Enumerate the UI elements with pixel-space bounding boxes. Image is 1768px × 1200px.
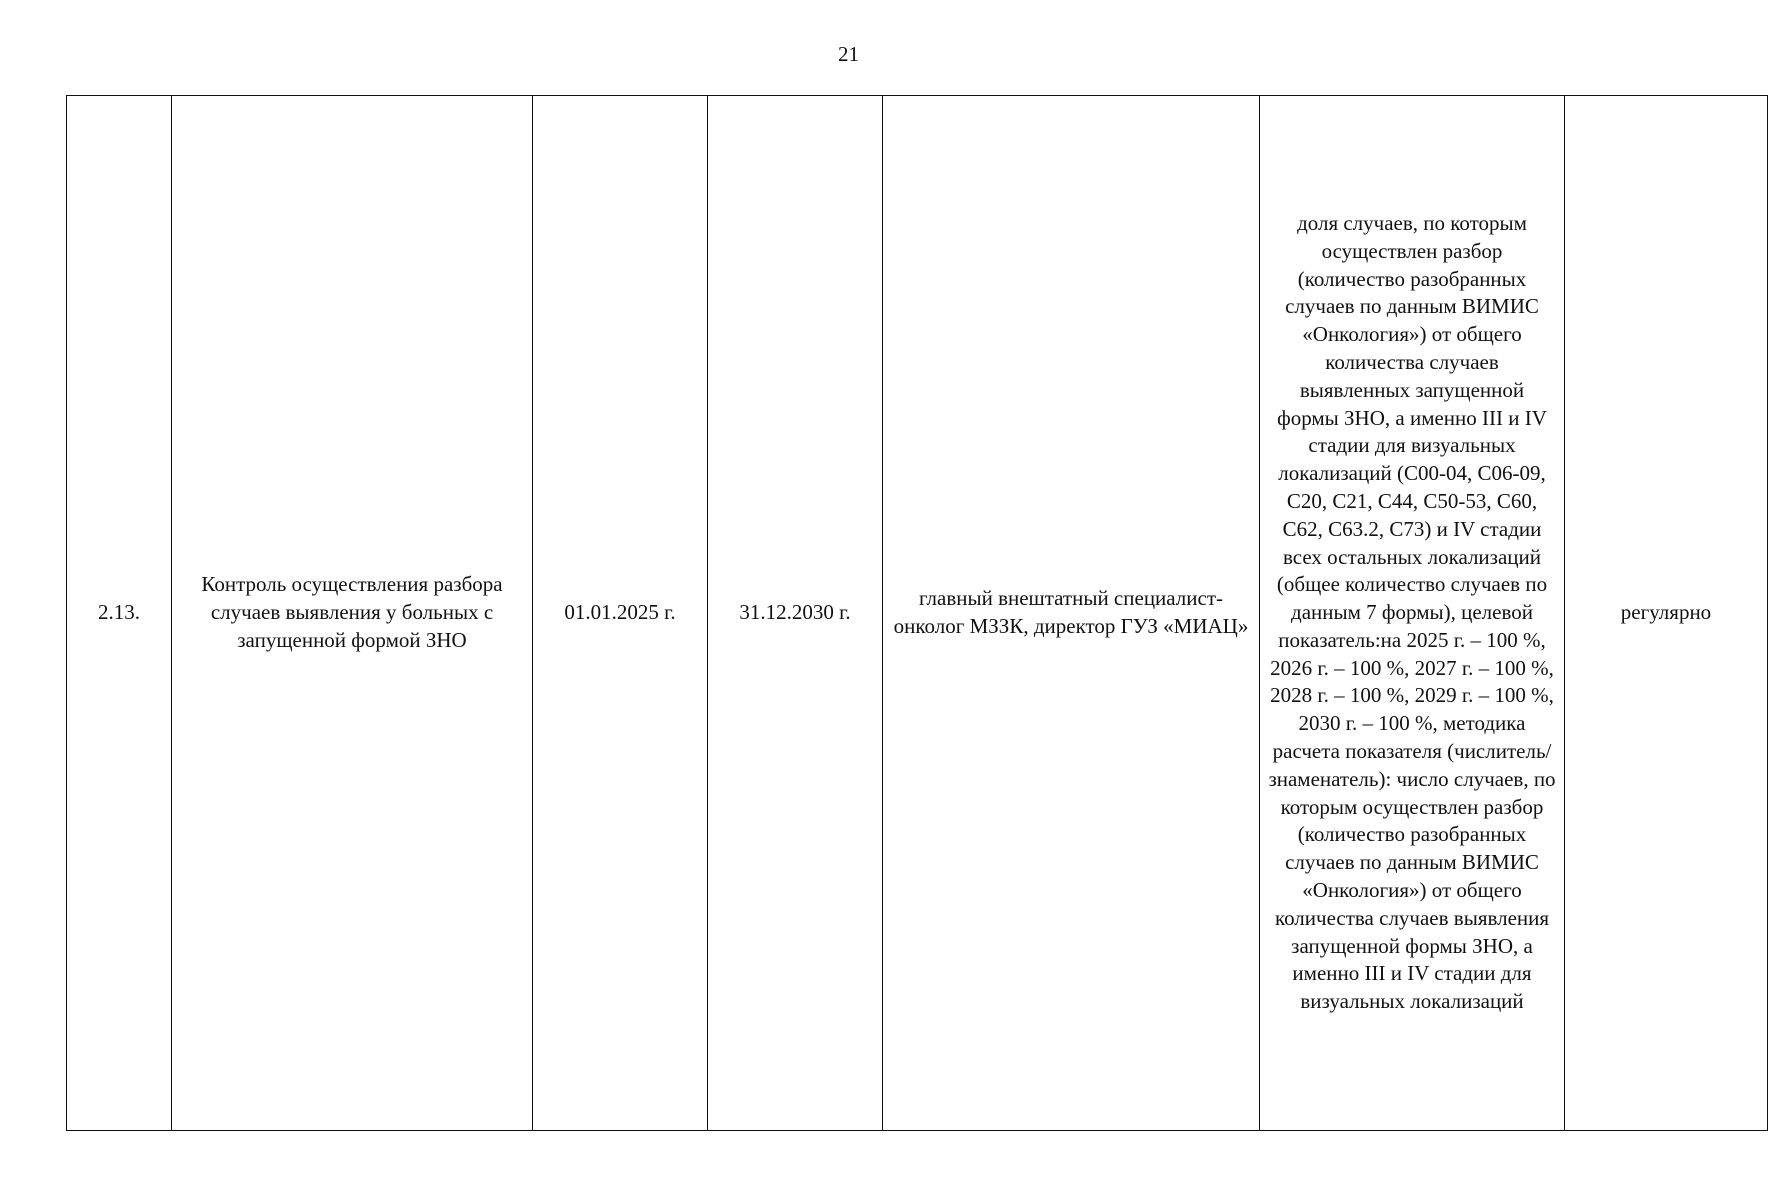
indicator-cell (1260, 96, 1565, 1131)
end-date: 31.12.2030 г. (739, 600, 851, 625)
row-number-cell (67, 96, 172, 1131)
responsible-cell (883, 96, 1260, 1131)
end-date-cell (708, 96, 883, 1131)
responsible-person: главный внештатный специалист-онколог МЗЗК, директор ГУЗ «МИАЦ» (893, 586, 1249, 638)
row-number: 2.13. (98, 600, 140, 625)
periodicity: регулярно (1620, 600, 1712, 625)
start-date-cell (533, 96, 708, 1131)
activity-name-cell (172, 96, 533, 1131)
indicator-text: доля случаев, по которым осуществлен разбор (количество разобранных случаев по данным ВИМИС «Онкология») от общего количества случаев выявленных запущенной формы ЗНО, а именно III и IV стадии для визуальных локализаций (С00-04, С06-09, С20, С21, С44, С50-53, С60, С62, С63.2, С73) и IV стадии всех остальных локализаций (общее количество случаев по данным 7 формы), целевой показатель:на 2025 г. – 100 %, 2026 г. – 100 %, 2027 г. – 100 %, 2028 г. – 100 %, 2029 г. – 100 %, 2030 г. – 100 %, методика расчета показателя (числитель/знаменатель): число случаев, по которым осуществлен разбор (количество разобранных случаев по данным ВИМИС «Онкология») от общего количества случаев выявления запущенной формы ЗНО, а именно III и IV стадии для визуальных локализаций (1268, 210, 1556, 1014)
start-date: 01.01.2025 г. (564, 600, 676, 625)
plan-table (66, 95, 1768, 1131)
activity-name: Контроль осуществления разбора случаев выявления у больных с запущенной формой ЗНО (201, 572, 503, 652)
table-row (67, 96, 1768, 1131)
periodicity-cell (1565, 96, 1768, 1131)
page-number: 21 (838, 42, 859, 66)
